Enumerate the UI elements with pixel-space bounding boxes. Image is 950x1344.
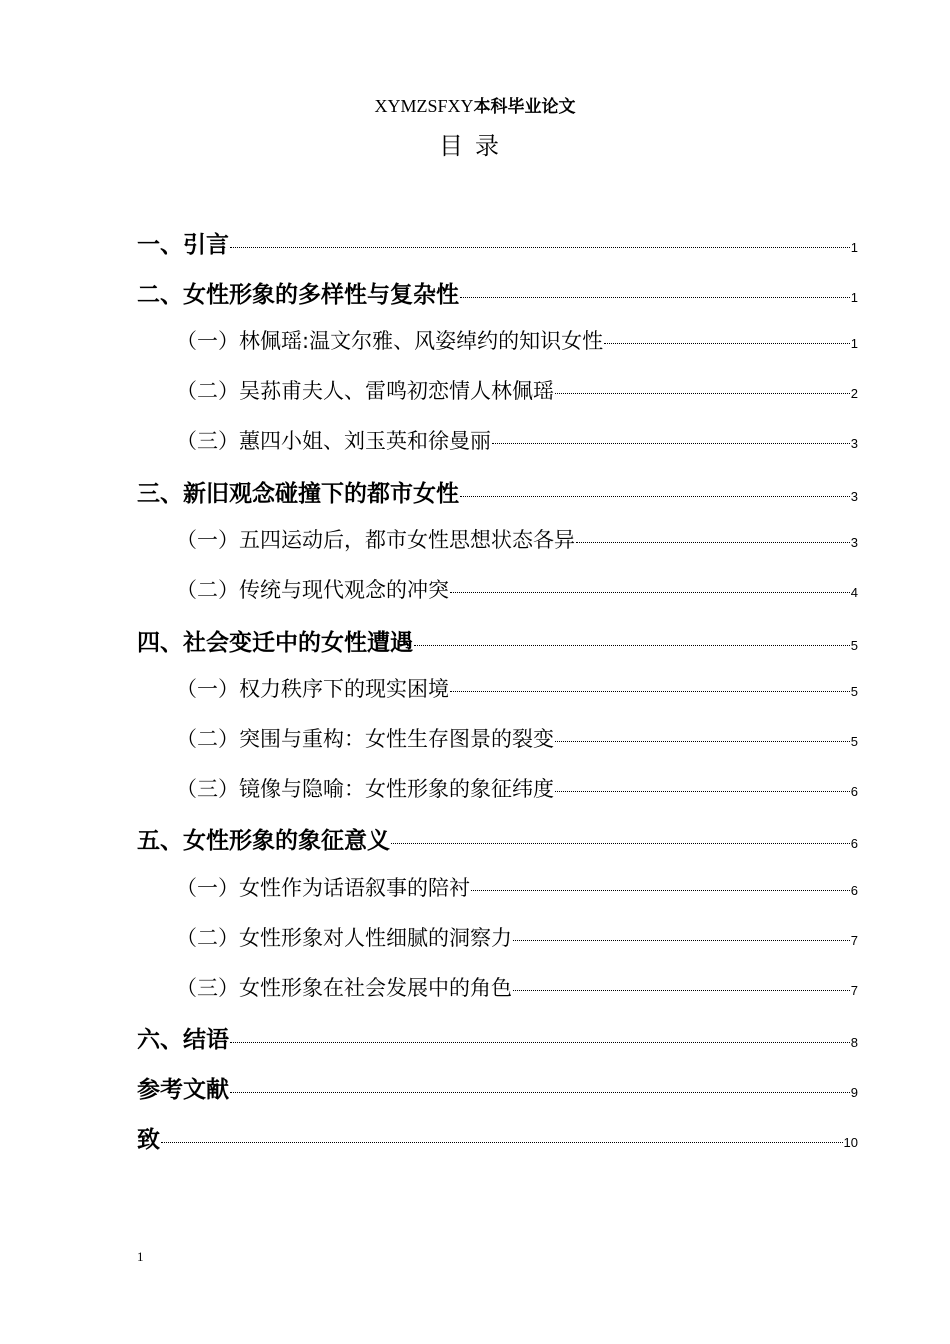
- toc-dot-leader: [555, 393, 850, 394]
- toc-entry-label: （二）吴荪甫夫人、雷鸣初恋情人林佩瑶: [176, 379, 554, 404]
- toc-entry-chapter[interactable]: [137, 1121, 858, 1157]
- toc-entry-page-number: 3: [850, 435, 858, 451]
- toc-dot-leader: [460, 297, 850, 298]
- toc-dot-leader: [471, 890, 850, 891]
- toc-entry-chapter[interactable]: [137, 822, 858, 858]
- toc-entry-chapter[interactable]: [137, 475, 858, 511]
- toc-entry-label: 参考文献: [137, 1076, 229, 1103]
- toc-entry-page-number: 2: [850, 386, 858, 402]
- toc-entry-label: （一）林佩瑶:温文尔雅、风姿绰约的知识女性: [176, 329, 604, 354]
- toc-entry-chapter[interactable]: [137, 1071, 858, 1107]
- toc-dot-leader: [450, 691, 850, 692]
- toc-entry-section[interactable]: [176, 673, 858, 709]
- toc-entry-section[interactable]: [176, 773, 858, 809]
- toc-entry-page-number: 3: [850, 488, 858, 504]
- page-number: 1: [137, 1249, 144, 1264]
- toc-entry-label: （二）女性形象对人性细腻的洞察力: [176, 925, 512, 950]
- toc-dot-leader: [460, 496, 850, 497]
- toc-entry-label: （一）权力秩序下的现实困境: [176, 677, 449, 702]
- toc-entry-label: （一）女性作为话语叙事的陪衬: [176, 876, 470, 901]
- toc-entry-label: （三）女性形象在社会发展中的角色: [176, 975, 512, 1000]
- toc-entry-page-number: 9: [850, 1084, 858, 1100]
- toc-entry-label: 五、女性形象的象征意义: [137, 828, 390, 855]
- toc-entry-page-number: 10: [843, 1134, 858, 1150]
- toc-entry-label: 四、社会变迁中的女性遭遇: [137, 629, 413, 656]
- toc-dot-leader: [492, 443, 850, 444]
- toc-dot-leader: [604, 343, 850, 344]
- toc-dot-leader: [161, 1142, 843, 1143]
- toc-entry-section[interactable]: [176, 425, 858, 461]
- toc-entry-chapter[interactable]: [137, 624, 858, 660]
- document-header: [0, 94, 950, 119]
- toc-entry-section[interactable]: [176, 972, 858, 1008]
- toc-dot-leader: [230, 1092, 850, 1093]
- toc-dot-leader: [230, 1042, 850, 1043]
- header-cjk-text: 本科毕业论文: [473, 97, 576, 117]
- toc-entry-page-number: 6: [850, 883, 858, 899]
- toc-entry-label: 二、女性形象的多样性与复杂性: [137, 281, 459, 308]
- header-latin-text: XYMZSFXY: [374, 96, 474, 116]
- toc-entry-label: 三、新旧观念碰撞下的都市女性: [137, 480, 459, 507]
- toc-title: 目录: [439, 132, 511, 160]
- toc-entry-section[interactable]: [176, 922, 858, 958]
- toc-entry-label: （二）突围与重构：女性生存图景的裂变: [176, 727, 554, 751]
- toc-entry-page-number: 5: [850, 684, 858, 700]
- toc-entry-page-number: 5: [850, 637, 858, 653]
- toc-entry-label: 一、引言: [137, 232, 229, 258]
- toc-dot-leader: [450, 592, 850, 593]
- toc-dot-leader: [555, 791, 850, 792]
- toc-entry-page-number: 1: [850, 289, 858, 305]
- toc-entry-page-number: 1: [850, 336, 858, 352]
- toc-entry-label: 致: [137, 1126, 160, 1153]
- toc-entry-chapter[interactable]: [137, 226, 858, 262]
- toc-entry-page-number: 7: [850, 932, 858, 948]
- toc-dot-leader: [513, 940, 850, 941]
- toc-entry-section[interactable]: [176, 325, 858, 361]
- toc-entry-label: （三）镜像与隐喻：女性形象的象征纬度: [176, 776, 554, 801]
- toc-entry-page-number: 6: [850, 783, 858, 799]
- toc-entry-label: （一）五四运动后，都市女性思想状态各异: [176, 528, 575, 553]
- toc-entry-page-number: 1: [850, 240, 858, 255]
- toc-dot-leader: [230, 247, 850, 248]
- toc-dot-leader: [391, 843, 850, 844]
- toc-entry-section[interactable]: [176, 574, 858, 610]
- toc-entry-section[interactable]: [176, 524, 858, 560]
- toc-entry-page-number: 6: [850, 836, 858, 852]
- toc-entry-label: （三）蕙四小姐、刘玉英和徐曼丽: [176, 428, 491, 453]
- toc-entry-section[interactable]: [176, 723, 858, 759]
- toc-entry-page-number: 5: [850, 734, 858, 749]
- toc-entry-section[interactable]: [176, 872, 858, 908]
- toc-entry-chapter[interactable]: [137, 276, 858, 312]
- toc-dot-leader: [513, 990, 850, 991]
- toc-entry-page-number: 3: [850, 535, 858, 551]
- toc-entry-page-number: 8: [850, 1035, 858, 1051]
- toc-entry-page-number: 7: [850, 982, 858, 998]
- toc-entry-label: 六、结语: [137, 1027, 229, 1054]
- toc-entry-label: （二）传统与现代观念的冲突: [176, 577, 449, 602]
- toc-dot-leader: [555, 741, 850, 742]
- toc-entry-section[interactable]: [176, 375, 858, 411]
- toc-dot-leader: [576, 542, 850, 543]
- toc-entry-page-number: 4: [850, 584, 858, 600]
- toc-entry-chapter[interactable]: [137, 1021, 858, 1057]
- toc-dot-leader: [414, 645, 850, 646]
